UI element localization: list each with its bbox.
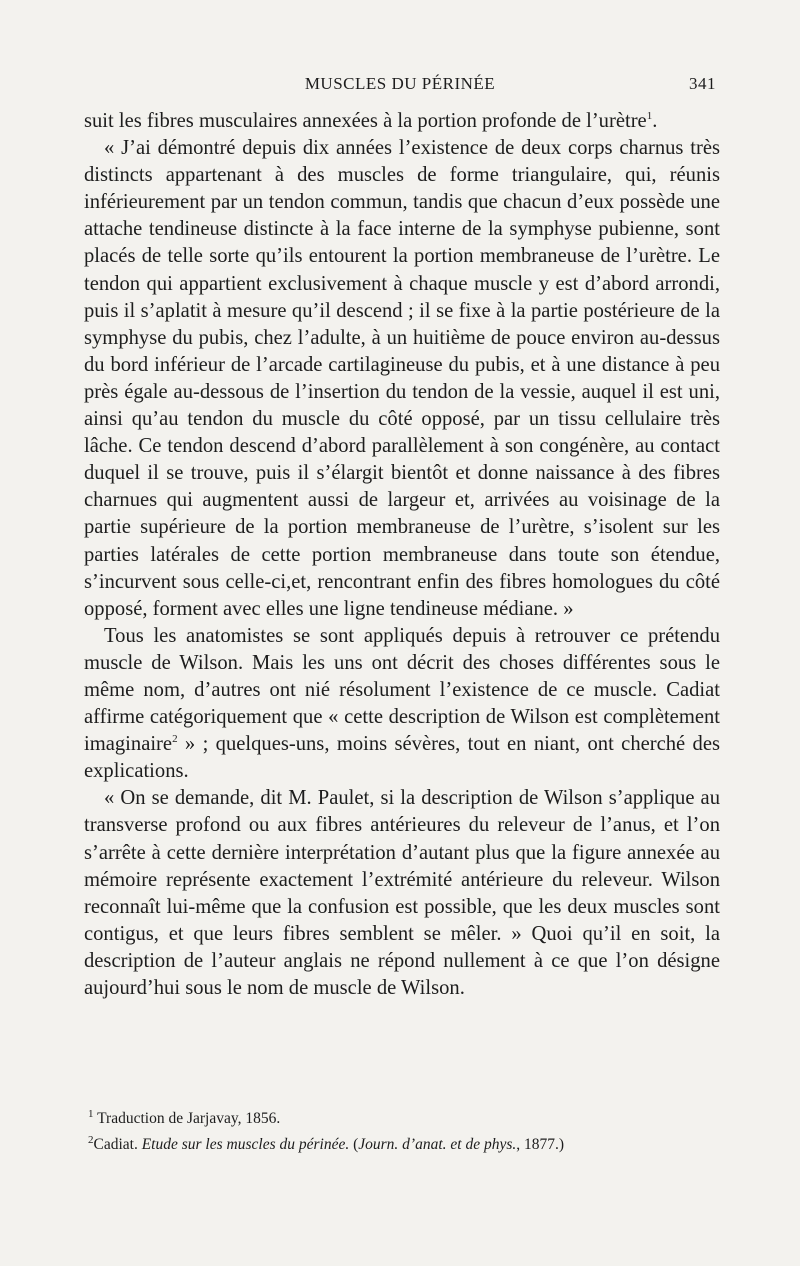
paragraph-text: . bbox=[652, 110, 658, 132]
paragraph-text: Tous les anatomistes se sont appliqués depuis à retrouver ce prétendu muscle de Wilson. Mais les uns ont décrit des choses différentes sous le même nom, d’autres ont nié résolument l’existence de ce muscle. Cadiat affirme catégoriquement que « cette description de Wilson est complètement imaginaire bbox=[84, 624, 720, 756]
footnote-title: Etude sur les muscles du périnée. bbox=[141, 1136, 350, 1153]
running-header bbox=[84, 74, 716, 100]
footnote-journal: Journ. d’anat. et de phys. bbox=[358, 1136, 517, 1153]
paragraph-text: suit les fibres musculaires annexées à la portion profonde de l’urètre bbox=[84, 110, 647, 132]
paragraph-text: « On se demande, dit M. Paulet, si la description de Wilson s’applique au transverse profond ou aux fibres antérieures du releveur de l’anus, et l’on s’arrête à cette dernière interprétation d’autant plus que la figure annexée au mémoire représente exactement l’extrémité antérieure du releveur. Wilson reconnaît lui-même que la confusion est possible, que les deux muscles sont contigus, et que leurs fibres semblent se mêler. » Quoi qu’il en soit, la description de l’auteur anglais ne répond nullement à ce que l’on désigne aujourd’hui sous le nom de muscle de Wilson. bbox=[84, 787, 720, 999]
running-title: MUSCLES DU PÉRINÉE bbox=[304, 74, 496, 93]
footnote-mark: 1 bbox=[88, 1107, 94, 1120]
footnote-text: ( bbox=[349, 1136, 359, 1153]
paragraph bbox=[84, 785, 720, 1002]
footnotes bbox=[88, 1106, 718, 1158]
footnote-text: Traduction de Jarjavay, 1856. bbox=[97, 1110, 281, 1127]
paragraph-text: » ; quelques-uns, moins sévères, tout en niant, ont cherché des explications. bbox=[84, 733, 720, 783]
footnote bbox=[88, 1132, 718, 1158]
body-text bbox=[84, 108, 720, 1002]
footnote-reference: 2 bbox=[172, 733, 178, 746]
footnote-reference: 1 bbox=[646, 110, 653, 123]
paragraph bbox=[84, 108, 720, 135]
paragraph-text: « J’ai démontré depuis dix années l’existence de deux corps charnus très distincts appartenant à des muscles de forme triangulaire, qui, réunis inférieurement par un tendon commun, tandis que chacun d’eux possède une attache tendineuse distincte à la face interne de la symphyse pubienne, sont placés de telle sorte qu’ils entourent la portion membraneuse de l’urètre. Le tendon qui appartient exclusivement à chaque muscle y est d’abord arrondi, puis il s’aplatit à mesure qu’il descend ; il se fixe à la partie postérieure de la symphyse du pubis, chez l’adulte, à un huitième de pouce environ au-dessus du bord inférieur de l’arcade cartilagineuse du pubis, et à une distance à peu près égale au-dessous de l’insertion du tendon de la vessie, auquel il est uni, ainsi qu’au tendon du muscle du côté opposé, par un tissu cellulaire très lâche. Ce tendon descend d’abord parallèlement à son congénère, au contact duquel il se trouve, puis il s’élargit bientôt et donne naissance à des fibres charnues qui augmentent aussi de largeur et, arrivées au voisinage de la partie supérieure de la portion membraneuse de l’urètre, s’isolent sur les parties latérales de cette portion membraneuse dans toute son étendue, s’incurvent sous celle-ci,et, rencontrant enfin des fibres homologues du côté opposé, forment avec elles une ligne tendineuse médiane. » bbox=[84, 137, 720, 620]
footnote-text: Cadiat. bbox=[93, 1136, 142, 1153]
footnote-text: , 1877.) bbox=[516, 1136, 565, 1153]
paragraph bbox=[84, 135, 720, 623]
footnote-mark: 2 bbox=[88, 1133, 94, 1146]
paragraph bbox=[84, 623, 720, 786]
footnote bbox=[88, 1106, 718, 1132]
page-number: 341 bbox=[689, 74, 716, 93]
